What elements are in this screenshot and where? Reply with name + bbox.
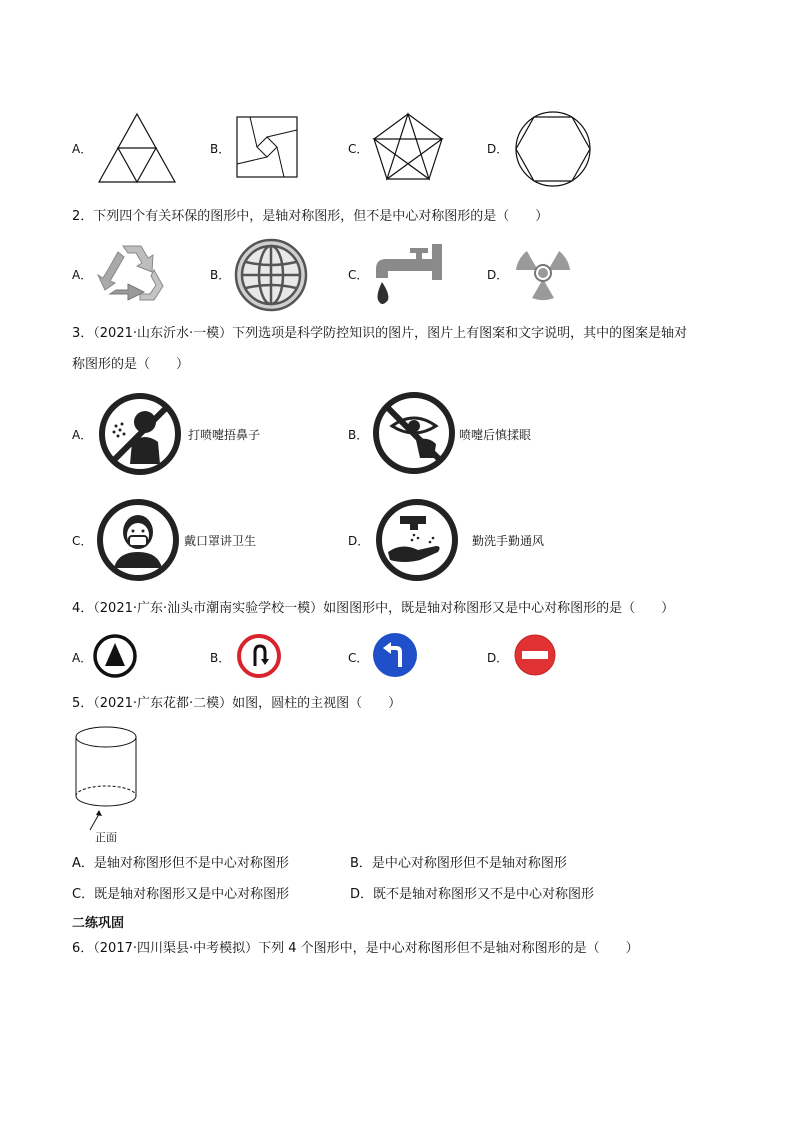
q6-stem: 6．（2017·四川渠县·中考模拟）下列 4 个图形中，是中心对称图形但不是轴对称图形的是（ ）: [72, 941, 639, 956]
q4-option-c-label: C．: [348, 651, 369, 665]
turn-left-sign-icon: [372, 632, 418, 678]
sneeze-cover-nose-icon: [98, 392, 182, 476]
no-u-turn-sign-icon: [236, 633, 282, 679]
q3-option-a-caption: 打喷嚏捂鼻子: [188, 428, 261, 442]
q3-option-a-label: A．: [72, 428, 93, 442]
radiation-icon: [508, 238, 578, 308]
q5-choice-c: C．既是轴对称图形又是中心对称图形: [72, 887, 290, 902]
triangle-sign-icon: [92, 633, 138, 679]
mask-wearing-icon: [96, 498, 180, 582]
q5-choice-b: B．是中心对称图形但不是轴对称图形: [350, 856, 567, 871]
globe-icon: [233, 237, 309, 313]
q3-option-c-caption: 戴口罩讲卫生: [184, 534, 257, 548]
q3-option-b-caption: 喷嚏后慎揉眼: [459, 428, 532, 442]
q4-stem: 4．（2021·广东·汕头市潮南实验学校一模）如图图形中，既是轴对称图形又是中心对称图形的是（ ）: [72, 601, 675, 616]
q1-option-c-label: C．: [348, 142, 369, 156]
q3-option-c-label: C．: [72, 534, 93, 548]
recycle-icon: [96, 240, 168, 308]
q4-option-b-label: B．: [210, 651, 231, 665]
q3-option-d-caption: 勤洗手勤通风: [472, 534, 545, 548]
q1-pentagon-star-figure: [372, 112, 444, 182]
q2-option-a-label: A．: [72, 268, 93, 282]
q1-option-b-label: B．: [210, 142, 231, 156]
q3-option-d-label: D．: [348, 534, 370, 548]
q1-option-d-label: D．: [487, 142, 509, 156]
cylinder-figure: [74, 722, 140, 832]
q3-stem-line1: 3．（2021·山东沂水·一模）下列选项是科学防控知识的图片，图片上有图案和文字说明，其中的图案是轴对: [72, 326, 688, 341]
q5-choice-a: A．是轴对称图形但不是中心对称图形: [72, 856, 289, 871]
q4-option-a-label: A．: [72, 651, 93, 665]
q5-stem: 5．（2021·广东花都·二模）如图，圆柱的主视图（ ）: [72, 696, 402, 711]
q3-stem-line2: 称图形的是（ ）: [72, 357, 190, 372]
q1-triangle-figure: [98, 112, 178, 184]
q2-option-c-label: C．: [348, 268, 369, 282]
hand-washing-icon: [374, 498, 460, 582]
no-rub-eye-icon: [372, 390, 456, 476]
q2-option-d-label: D．: [487, 268, 509, 282]
q4-option-d-label: D．: [487, 651, 509, 665]
q2-stem: 2．下列四个有关环保的图形中，是轴对称图形，但不是中心对称图形的是（ ）: [72, 209, 549, 224]
no-entry-sign-icon: [513, 633, 557, 677]
q3-option-b-label: B．: [348, 428, 369, 442]
front-view-label: 正面: [95, 831, 117, 844]
q5-choice-d: D．既不是轴对称图形又不是中心对称图形: [350, 887, 595, 902]
q1-option-a-label: A．: [72, 142, 93, 156]
q2-option-b-label: B．: [210, 268, 231, 282]
faucet-icon: [372, 242, 446, 312]
q1-pinwheel-square-figure: [236, 116, 298, 178]
q1-circle-hexagon-figure: [514, 110, 592, 188]
section-title: 二练巩固: [72, 916, 125, 931]
